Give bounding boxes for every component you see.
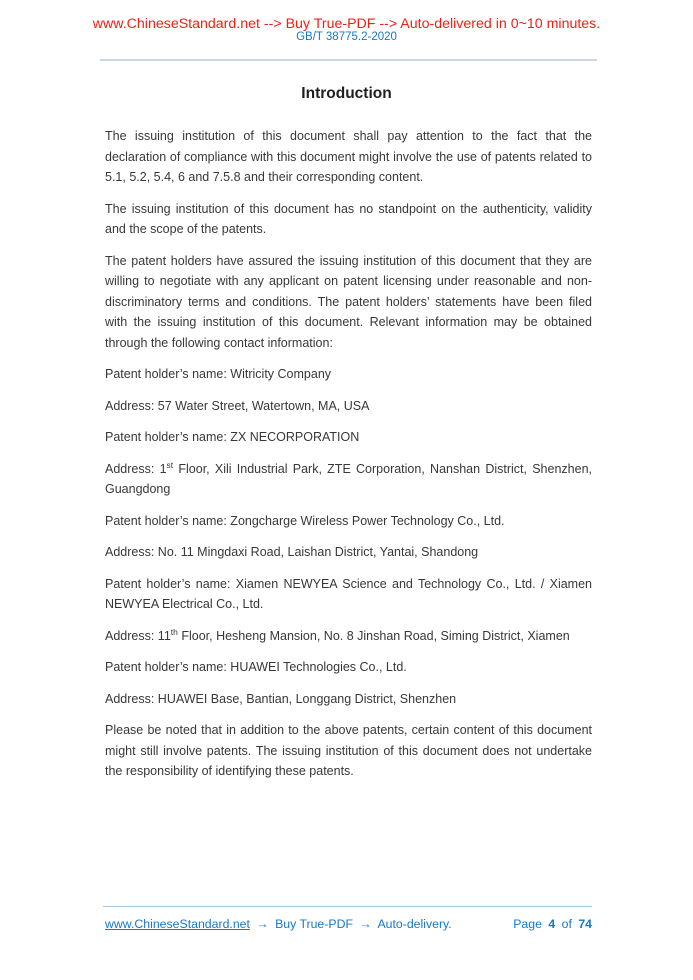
footer-page-total: 74: [578, 917, 592, 931]
footer-divider: [103, 906, 592, 907]
holder1-address: Address: 57 Water Street, Watertown, MA, USA: [105, 398, 370, 413]
footer-page-indicator: [510, 917, 592, 931]
footer-buy-label: Buy True-PDF: [275, 917, 353, 931]
holder4-address-pre: Address: 11: [105, 628, 171, 643]
holder2-name: Patent holder’s name: ZX NECORPORATION: [105, 430, 360, 444]
footer-of-label: of: [561, 917, 572, 931]
holder4-name: Patent holder’s name: Xiamen NEWYEA Science and Technology Co., Ltd. / Xiamen NEWYEA Electrical Co., Ltd.: [105, 576, 592, 611]
page-footer: [105, 917, 592, 931]
holder4-address: [105, 626, 592, 647]
holder3-address: Address: No. 11 Mingdaxi Road, Laishan District, Yantai, Shandong: [105, 545, 479, 559]
footer-delivery-label: Auto-delivery.: [377, 917, 452, 931]
paragraph-holders-assured: The patent holders have assured the issuing institution of this document that they are willing to negotiate with any applicant on patent licensing under reasonable and non-discriminatory terms and conditions. The patent holders’ statements have been filed with the issuing institution of this document. Relevant information may be obtained through the following contact information:: [105, 253, 592, 350]
footer-page-current: 4: [548, 917, 556, 931]
holder4-address-ordinal: th: [170, 626, 178, 637]
document-body: [105, 126, 592, 793]
paragraph-patent-notice: The issuing institution of this document shall pay attention to the fact that the declaration of compliance with this document might involve the use of patents related to 5.1, 5.2, 5.4, 6 and 7.5.8 and their corresponding content.: [105, 129, 592, 184]
holder2-address: [105, 459, 592, 500]
promo-banner: www.ChineseStandard.net --> Buy True-PDF --> Auto-delivered in 0~10 minutes.: [92, 16, 601, 32]
holder5-address: Address: HUAWEI Base, Bantian, Longgang District, Shenzhen: [105, 691, 457, 706]
paragraph-closing: Please be noted that in addition to the above patents, certain content of this document might still involve patents. The issuing institution of this document does not undertake the responsibility of identifying these patents.: [105, 723, 592, 778]
holder4-address-post: Floor, Hesheng Mansion, No. 8 Jinshan Road, Siming District, Xiamen: [177, 628, 570, 643]
page-title: Introduction: [301, 85, 392, 102]
holder3-name: Patent holder’s name: Zongcharge Wireless Power Technology Co., Ltd.: [105, 513, 505, 528]
document-number: GB/T 38775.2-2020: [296, 31, 397, 43]
footer-promo: [105, 917, 455, 931]
footer-page-label: Page: [513, 917, 542, 931]
holder2-address-pre: Address: 1: [105, 461, 167, 476]
header-divider: [100, 59, 597, 61]
holder5-name: Patent holder’s name: HUAWEI Technologies Co., Ltd.: [105, 660, 407, 674]
holder2-address-post: Floor, Xili Industrial Park, ZTE Corporation, Nanshan District, Shenzhen, Guangdong: [105, 461, 592, 496]
footer-arrow-icon: →: [256, 917, 269, 931]
footer-site-link[interactable]: www.ChineseStandard.net: [105, 917, 250, 931]
holder2-address-ordinal: st: [166, 459, 174, 470]
holder1-name: Patent holder’s name: Witricity Company: [105, 367, 332, 381]
paragraph-standpoint: The issuing institution of this document has no standpoint on the authenticity, validity and the scope of the patents.: [105, 201, 592, 236]
footer-arrow-icon: →: [359, 917, 372, 931]
